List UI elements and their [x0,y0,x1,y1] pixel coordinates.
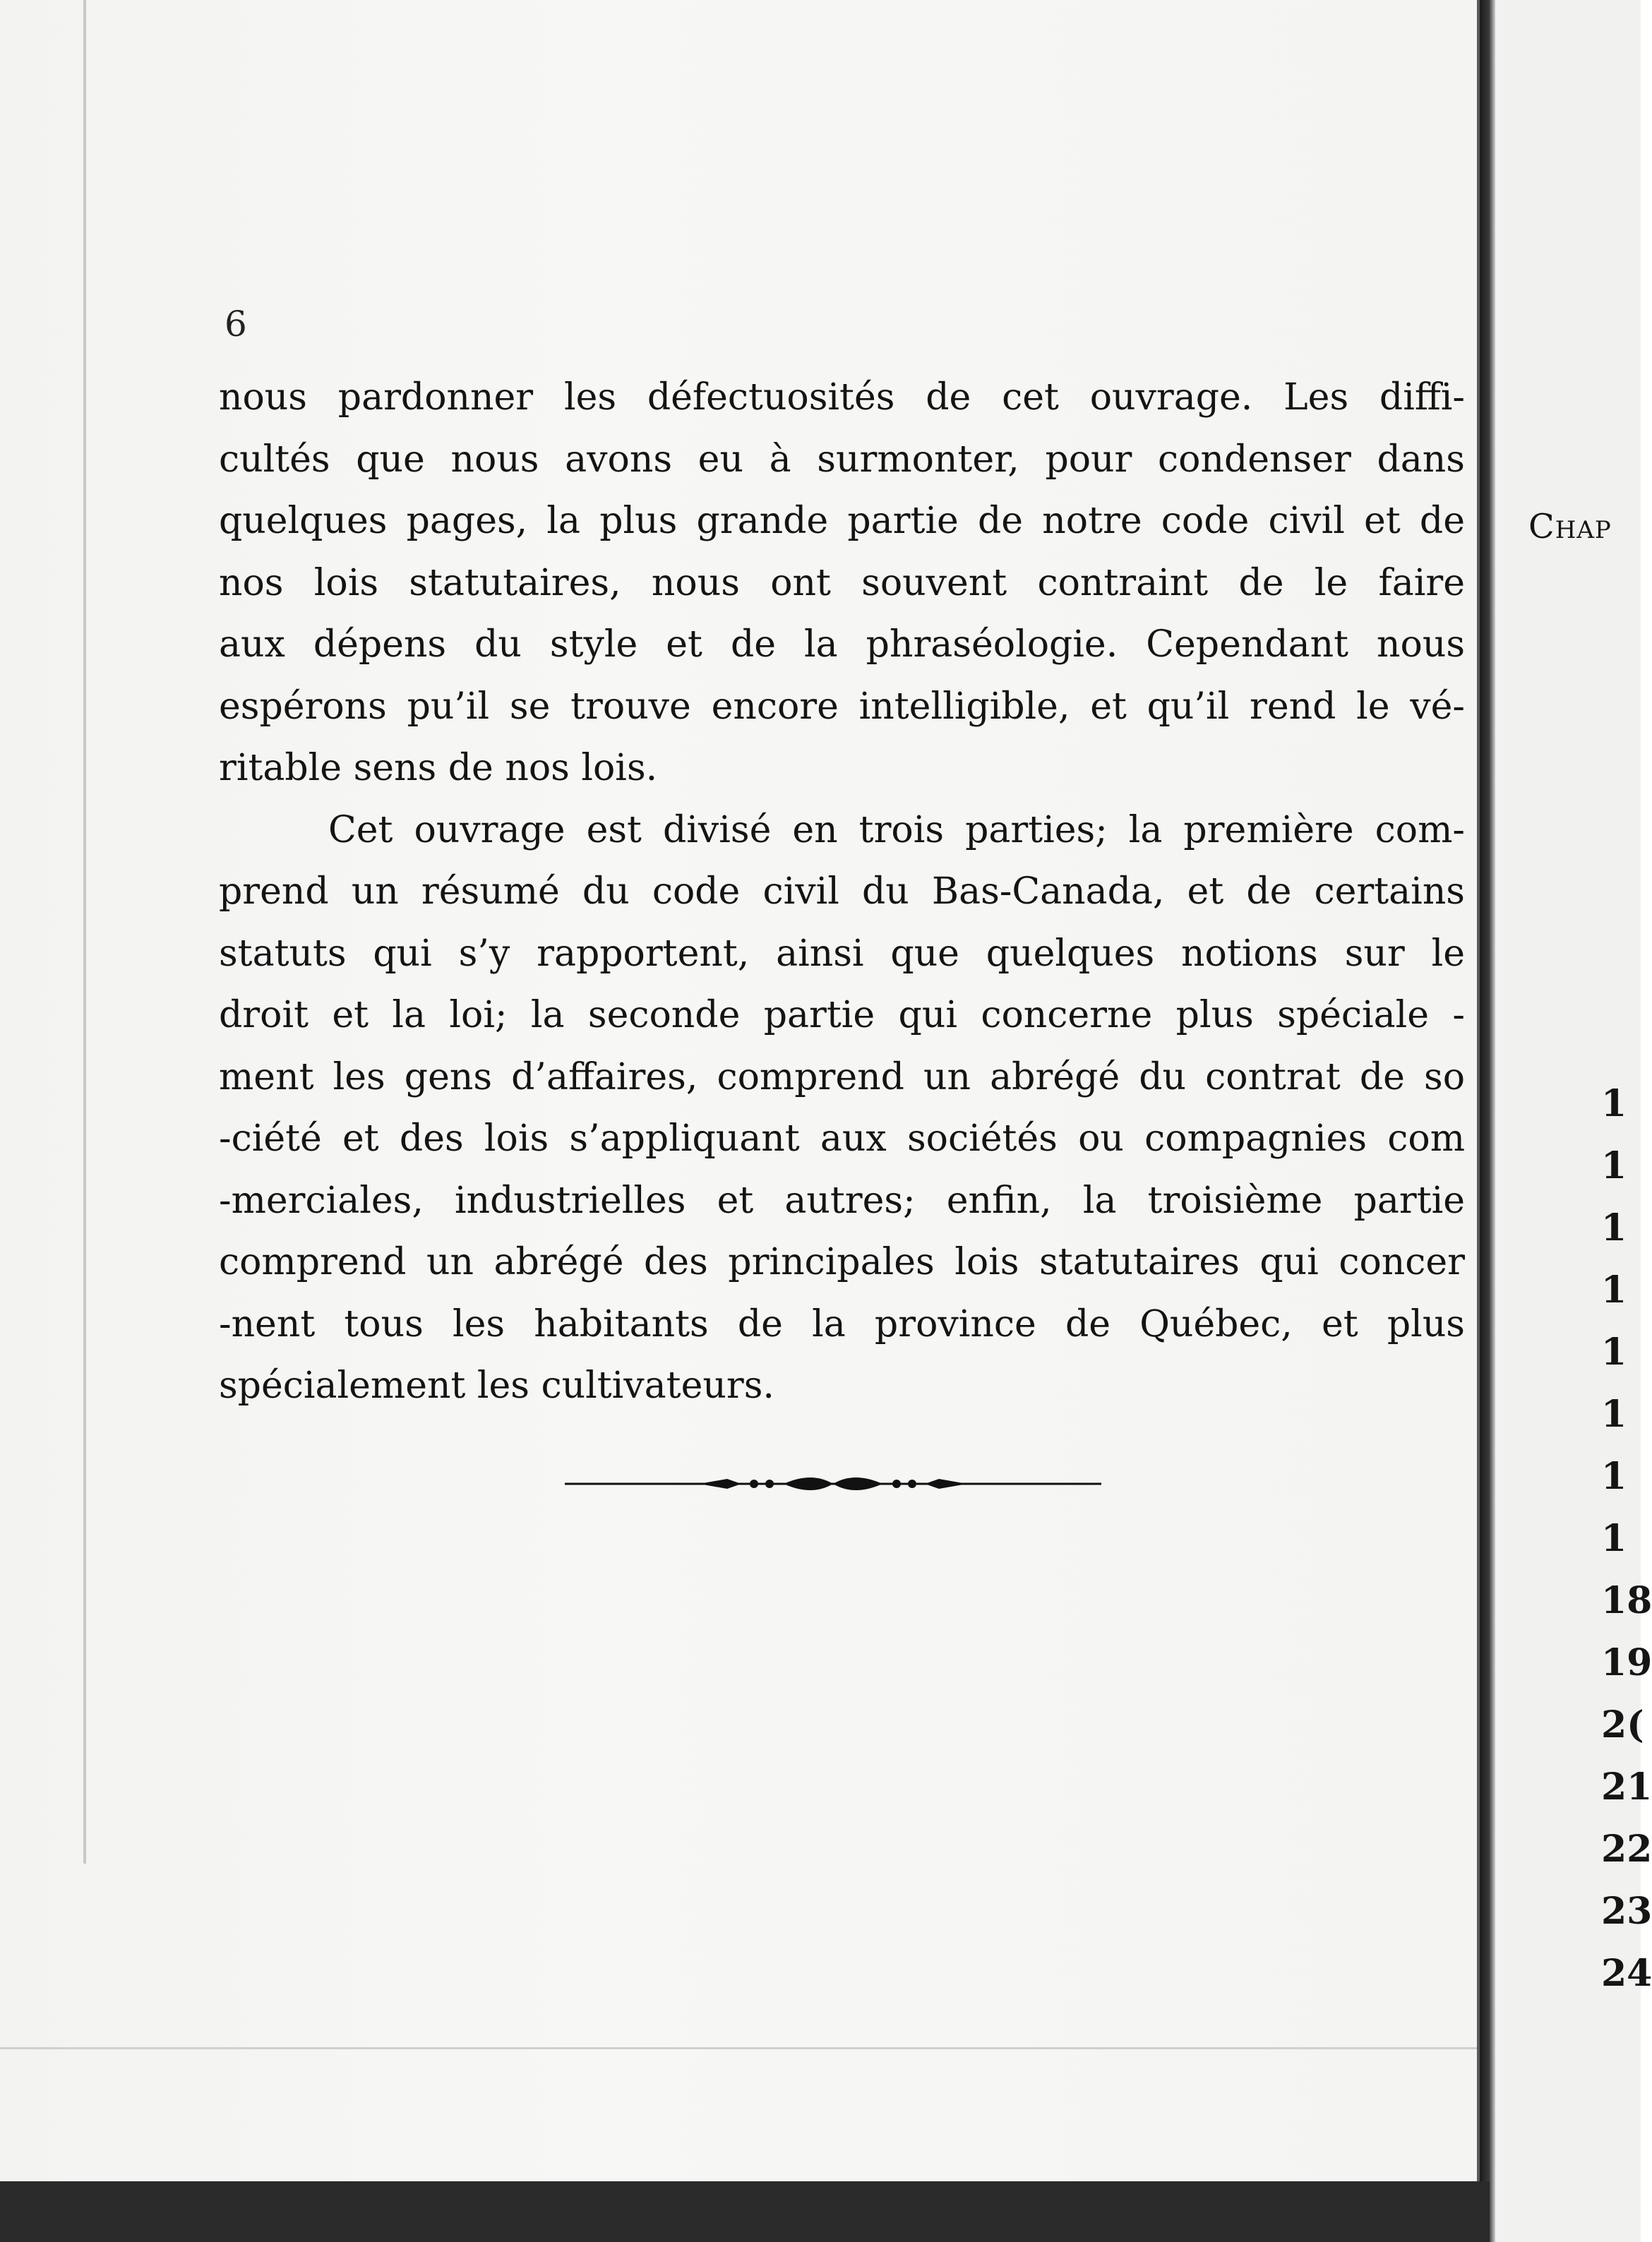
text-line: ment les gens d’affaires, comprend un abrégé du contrat de so [219,1055,1465,1098]
text-line: nos lois statutaires, nous ont souvent contraint de le faire [219,561,1465,604]
adjacent-page-number: 23 [1601,1890,1652,1933]
adjacent-page-number: 18 [1601,1579,1652,1622]
text-line: nous pardonner les défectuosités de cet ouvrage. Les diffi- [219,376,1465,419]
page-number: 6 [225,304,247,344]
text-line: Cet ouvrage est divisé en trois parties; la première com- [328,808,1465,851]
adjacent-page-number: 1 [1601,1331,1627,1374]
adjacent-page-number: 1 [1601,1455,1627,1498]
text-line: -merciales, industrielles et autres; enfin, la troisième partie [219,1179,1465,1222]
adjacent-page-number: 1 [1601,1144,1627,1187]
ornamental-divider [565,1471,1101,1497]
text-line: quelques pages, la plus grande partie de notre code civil et de [219,500,1465,542]
text-line: -nent tous les habitants de la province de Québec, et plus [219,1302,1465,1345]
adjacent-page-numbers [1601,1073,1652,2005]
text-line: droit et la loi; la seconde partie qui concerne plus spéciale - [219,994,1465,1036]
text-line: spécialement les cultivateurs. [219,1365,774,1407]
text-line: comprend un abrégé des principales lois statutaires qui concer [219,1241,1465,1283]
adjacent-page-number: 1 [1601,1393,1627,1436]
adjacent-page-number: 24 [1601,1952,1652,1995]
text-line: espérons pu’il se trouve encore intelligible, et qu’il rend le vé- [219,685,1465,728]
text-line: ritable sens de nos lois. [219,747,658,789]
bottom-shadow [0,2181,1490,2242]
adjacent-page-number: 1 [1601,1082,1627,1125]
text-line: prend un résumé du code civil du Bas-Canada, et de certains [219,870,1465,913]
body-text [219,367,1465,1417]
adjacent-page-number: 1 [1601,1206,1627,1249]
text-line: -ciété et des lois s’appliquant aux sociétés ou compagnies com [219,1117,1465,1160]
text-line: cultés que nous avons eu à surmonter, pour condenser dans [219,438,1465,481]
text-line: aux dépens du style et de la phraséologie. Cependant nous [219,623,1465,666]
binding-shadow [1480,0,1495,2242]
adjacent-page-number: 21 [1601,1766,1652,1809]
text-line: statuts qui s’y rapportent, ainsi que quelques notions sur le [219,932,1465,975]
adjacent-page-heading: Chap [1528,507,1612,546]
adjacent-page-number: 19 [1601,1641,1652,1684]
adjacent-page-number: 2( [1601,1703,1644,1746]
page-bottom-line [0,2047,1477,2049]
adjacent-page-number: 1 [1601,1269,1627,1312]
adjacent-page-number: 1 [1601,1517,1627,1560]
adjacent-page-number: 22 [1601,1828,1652,1871]
page-margin-line [83,0,86,1864]
